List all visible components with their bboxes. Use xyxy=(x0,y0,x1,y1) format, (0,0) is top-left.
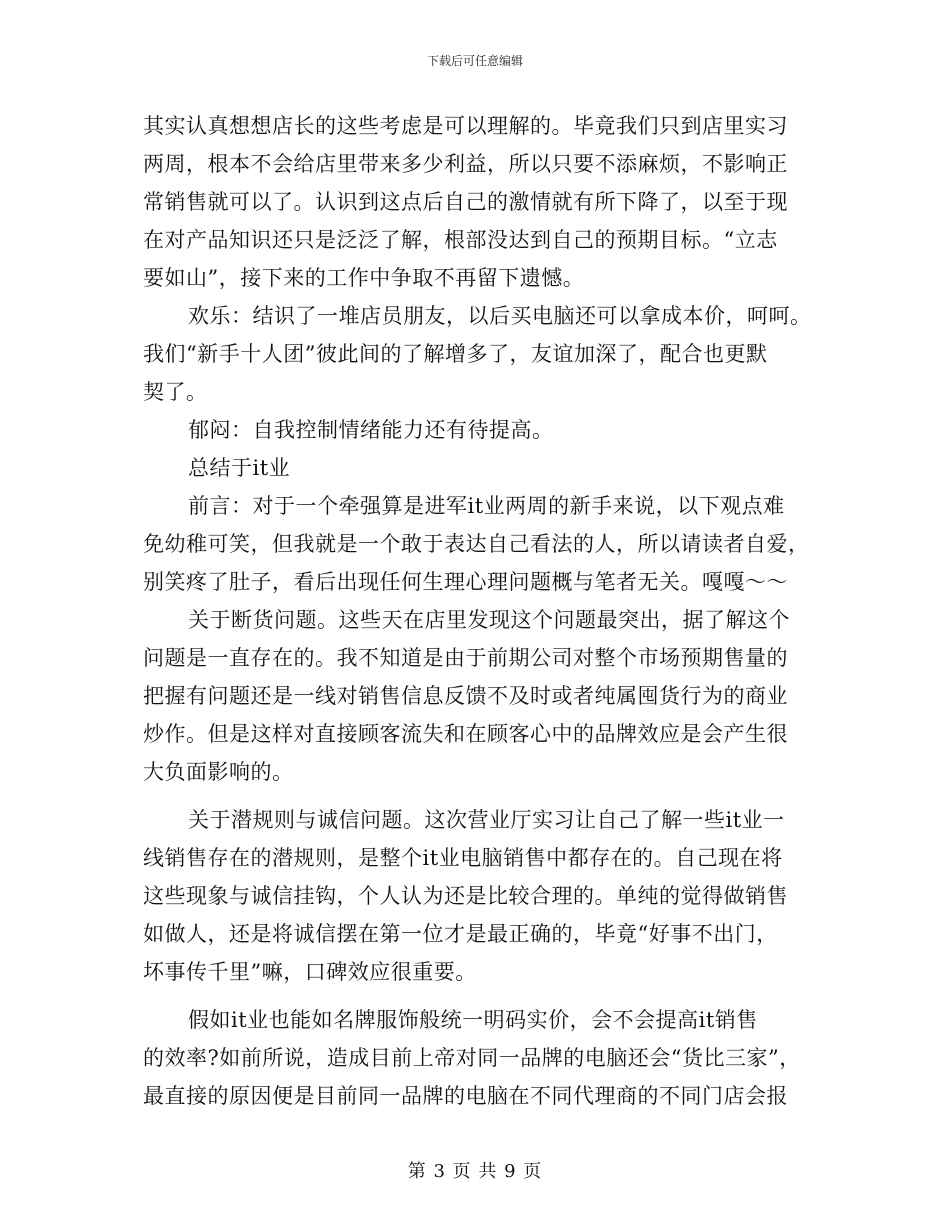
text-line: 我们“新手十人团”彼此间的了解增多了，友谊加深了，配合也更默 xyxy=(143,342,768,366)
text-line: 总结于it业 xyxy=(188,456,291,480)
text-line: 常销售就可以了。认识到这点后自己的激情就有所下降了，以至于现 xyxy=(143,190,788,214)
text-line: 其实认真想想店长的这些考虑是可以理解的。毕竟我们只到店里实习 xyxy=(143,114,788,138)
text-line: 大负面影响的。 xyxy=(143,760,294,784)
text-line: 郁闷：自我控制情绪能力还有待提高。 xyxy=(188,418,554,442)
text-line: 假如it业也能如名牌服饰般统一明码实价，会不会提高it销售 xyxy=(188,1008,758,1032)
text-line: 如做人，还是将诚信摆在第一位才是最正确的，毕竟“好事不出门， xyxy=(143,922,778,946)
page-footer: 第 3 页 共 9 页 xyxy=(407,1161,543,1182)
text-line: 坏事传千里”嘛，口碑效应很重要。 xyxy=(143,960,477,984)
text-line: 契了。 xyxy=(143,380,208,404)
text-line: 要如山”，接下来的工作中争取不再留下遗憾。 xyxy=(143,266,585,290)
text-line: 前言：对于一个牵强算是进军it业两周的新手来说，以下观点难 xyxy=(188,494,785,518)
text-line: 关于断货问题。这些天在店里发现这个问题最突出，据了解这个 xyxy=(188,608,790,632)
text-line: 的效率?如前所说，造成目前上帝对同一品牌的电脑还会“货比三家”， xyxy=(143,1046,801,1070)
body-text xyxy=(143,107,813,1115)
text-line: 炒作。但是这样对直接顾客流失和在顾客心中的品牌效应是会产生很 xyxy=(143,722,788,746)
text-line: 免幼稚可笑，但我就是一个敢于表达自己看法的人，所以请读者自爱， xyxy=(143,532,810,556)
text-line: 这些现象与诚信挂钩，个人认为还是比较合理的。单纯的觉得做销售 xyxy=(143,884,788,908)
line-gap xyxy=(143,791,813,801)
text-line: 问题是一直存在的。我不知道是由于前期公司对整个市场预期售量的 xyxy=(143,646,788,670)
text-line: 最直接的原因便是目前同一品牌的电脑在不同代理商的不同门店会报 xyxy=(143,1084,788,1108)
text-line: 别笑疼了肚子，看后出现任何生理心理问题概与笔者无关。嘎嘎～～ xyxy=(143,570,788,594)
line-gap xyxy=(143,991,813,1001)
text-line: 在对产品知识还只是泛泛了解，根部没达到自己的预期目标。“立志 xyxy=(143,228,778,252)
text-line: 线销售存在的潜规则，是整个it业电脑销售中都存在的。自己现在将 xyxy=(143,846,783,870)
text-line: 关于潜规则与诚信问题。这次营业厅实习让自己了解一些it业一 xyxy=(188,808,785,832)
text-line: 欢乐：结识了一堆店员朋友，以后买电脑还可以拿成本价，呵呵。 xyxy=(188,304,812,328)
text-line: 两周，根本不会给店里带来多少利益，所以只要不添麻烦，不影响正 xyxy=(143,152,788,176)
text-line: 把握有问题还是一线对销售信息反馈不及时或者纯属囤货行为的商业 xyxy=(143,684,788,708)
page-header: 下载后可任意编辑 xyxy=(426,54,523,68)
